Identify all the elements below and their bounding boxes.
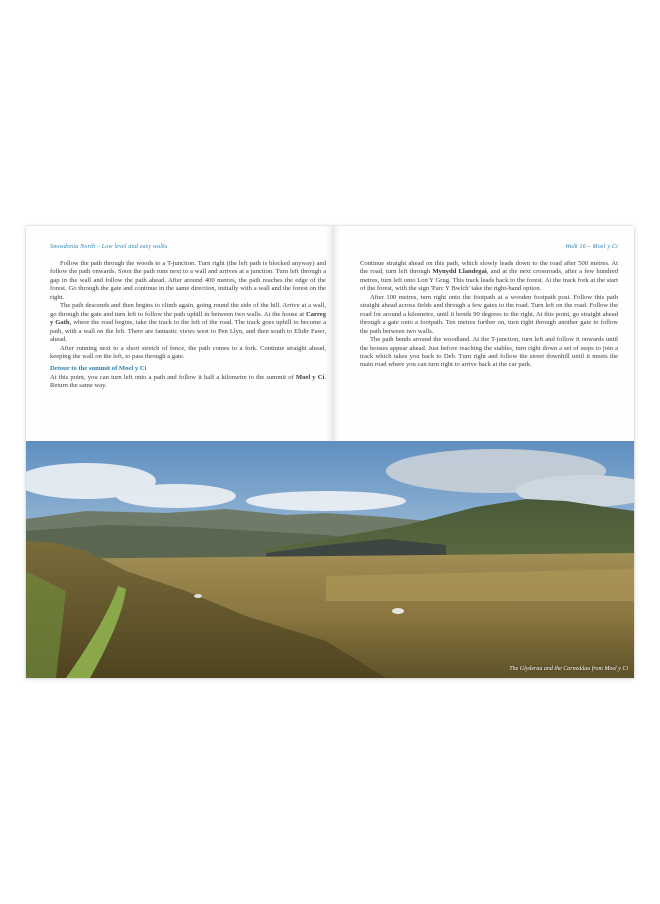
running-head-left: Snowdonia North – Low level and easy walks [50,244,168,250]
place-name: Moel y Ci [295,373,325,381]
detour-paragraph: At this point, you can turn left onto a path and follow it half a kilometre to the summit of Moel y Ci. Return the same way. [50,373,326,390]
place-name: Carreg y Gath [50,310,326,327]
landscape-photo [26,441,634,678]
paragraph: After running next to a short stretch of fence, the path comes to a fork. Continue straight ahead, keeping the wall on the left, to pass through a gate. [50,344,326,360]
book-gutter [326,226,340,441]
right-body-text [360,260,618,370]
paragraph: Continue straight ahead on this path, which slowly leads down to the road after 500 metres. At the road, turn left through Mynydd Llandegai, and at the next crossroads, after a few hundred metres, turn left onto Lon Y Grug. This track leads back to the forest. At the track fork at the start of the forest, with the sign 'Parc Y Bwlch' take the right-hand option. [360,260,619,293]
photo-caption: The Glyderau and the Carneddau from Moel y Ci [509,666,628,672]
paragraph: After 100 metres, turn right onto the footpath at a wooden footpath post. Follow this path straight ahead across fields and through a few gates to the road. Turn left on the road. Follow the road for around a kilometre, until it bends 90 degrees to the right. At this point, go straight ahead through a gate onto a footpath. Ten metres further on, turn right through another gate to follow the path between two walls. [360,293,618,335]
paragraph: The path descends and then begins to climb again, going round the side of the hill. Arrive at a wall, go through the gate and turn left to follow the path uphill in between two walls. At the house at Carreg y Gath, where the road begins, take the track to the left of the road. The track goes uphill to become a path, with a wall on the left. There are fantastic views west to Pen Llyn, and then south to Elidir Fawr, ahead. [50,302,327,344]
paragraph: The path bends around the woodland. At the T-junction, turn left and follow it onwards until the houses appear ahead. Just before reaching the stables, turn right down a set of steps to join a track which takes you back to Deb. Turn right and follow the street downhill until it meets the main road where you can turn right to arrive back at the car park. [360,336,618,369]
detour-subheading: Detour to the summit of Moel y Ci [50,365,147,373]
running-head-right: Walk 16 – Moel y Ci [565,244,618,250]
book-spread [26,226,634,678]
place-name: Mynydd Llandegai [432,268,487,276]
left-body-text [50,260,326,391]
paragraph: Follow the path through the woods to a T-junction. Turn right (the left path is blocked anyway) and follow the path onwards. Soon the path runs next to a wall and arrives at a junction. Turn left through a gap in the wall and follow the path ahead. After around 400 metres, the path reaches the edge of the forest. Go through the gate and continue in the same direction, initially with a wall and the forest on the right. [50,260,326,301]
